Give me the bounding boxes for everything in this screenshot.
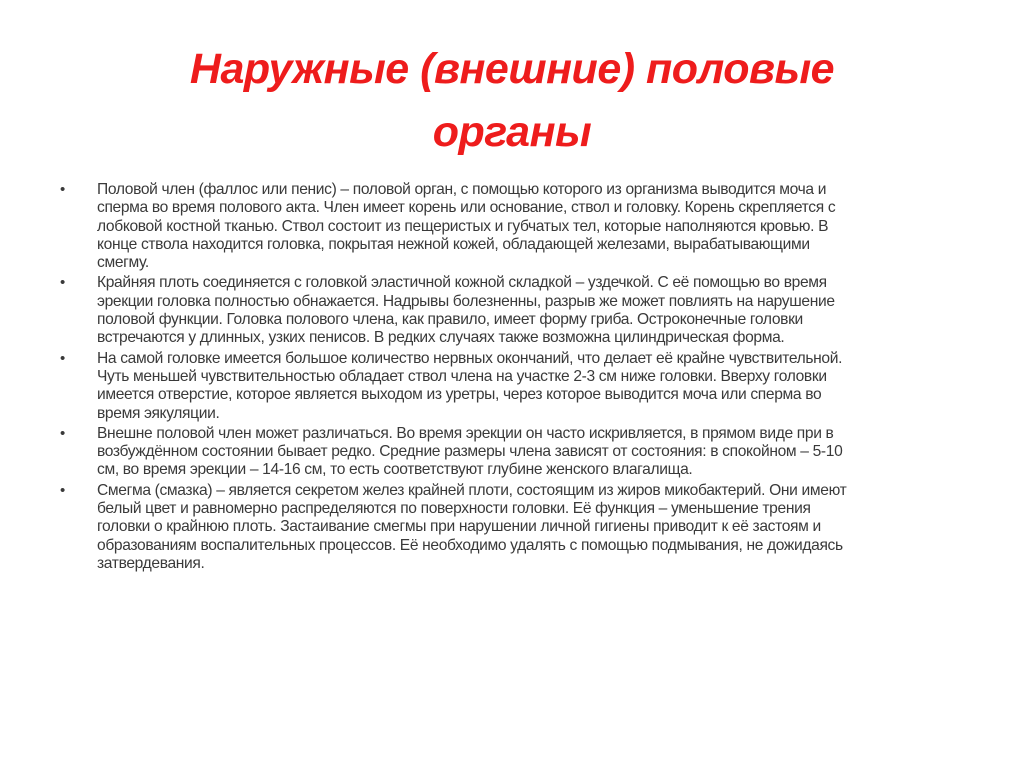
bullet-text-line: лобковой костной тканью. Ствол состоит из пещеристых и губчатых тел, которые наполняются кровью. В — [97, 217, 829, 235]
bullet-item — [60, 482, 980, 573]
bullet-text-line: Крайняя плоть соединяется с головкой эластичной кожной складкой – уздечкой. С её помощью во время — [97, 274, 827, 292]
bullet-text-line: Половой член (фаллос или пенис) – половой орган, с помощью которого из организма выводится моча и — [97, 181, 827, 198]
bullet-text-line: головки о крайнюю плоть. Застаивание смегмы при нарушении личной гигиены приводит к её застоям и — [97, 518, 821, 536]
bullet-text-line: белый цвет и равномерно распределяются по поверхности головки. Её функция – уменьшение трения — [97, 500, 811, 518]
bullet-text-line: имеется отверстие, которое является выходом из уретры, через которое выводится моча или сперма во — [97, 386, 822, 404]
bullet-text-line: затвердевания. — [97, 554, 205, 572]
bullet-text-line: На самой головке имеется большое количество нервных окончаний, что делает её крайне чувствительной. — [97, 349, 843, 367]
bullet-icon: • — [60, 424, 66, 442]
bullet-icon: • — [60, 274, 66, 292]
slide-title-line: Наружные (внешние) половые — [189, 45, 835, 93]
bullet-item — [60, 181, 980, 272]
bullet-text-line: эрекции головка полностью обнажается. Надрывы болезненны, разрыв же может повлиять на нарушение — [97, 292, 835, 310]
bullet-icon: • — [60, 349, 66, 367]
bullet-text-line: возбуждённом состоянии бывает редко. Средние размеры члена зависят от состояния: в спокойном – 5-10 — [97, 443, 843, 461]
bullet-icon: • — [60, 181, 66, 198]
bullet-text-line: образованиям воспалительных процессов. Её необходимо удалять с помощью подмывания, не дожидаясь — [97, 536, 843, 554]
bullet-text-line: половой функции. Головка полового члена, как правило, имеет форму гриба. Остроконечные головки — [97, 311, 803, 329]
bullet-item — [60, 274, 980, 347]
bullet-item — [60, 425, 980, 480]
bullet-text-line: сперма во время полового акта. Член имеет корень или основание, ствол и головку. Корень скрепляется с — [97, 199, 836, 217]
slide-title-line: органы — [432, 108, 592, 156]
bullet-text-line: см, во время эрекции – 14-16 см, то есть соответствуют глубине женского влагалища. — [97, 461, 693, 479]
bullet-text-line: Внешне половой член может различаться. Во время эрекции он часто искривляется, в прямом виде при в — [97, 424, 834, 442]
bullet-text-line: Смегма (смазка) – является секретом желез крайней плоти, состоящим из жиров микобактерий. Они имеют — [97, 481, 847, 499]
bullet-text-line: конце ствола находится головка, покрытая нежной кожей, обладающей железами, вырабатывающими — [97, 235, 810, 253]
bullet-text-line: смегму. — [97, 254, 149, 272]
bullet-text-line: время эякуляции. — [97, 404, 220, 422]
bullet-icon: • — [60, 481, 66, 499]
bullet-item — [60, 350, 980, 423]
bullet-list — [60, 181, 980, 575]
bullet-text-line: встречаются у длинных, узких пенисов. В редких случаях также возможна цилиндрическая форма. — [97, 329, 785, 347]
bullet-text-line: Чуть меньшей чувствительностью обладает ствол члена на участке 2-3 см ниже головки. Вверху головки — [97, 367, 827, 385]
slide-title — [0, 38, 1024, 164]
